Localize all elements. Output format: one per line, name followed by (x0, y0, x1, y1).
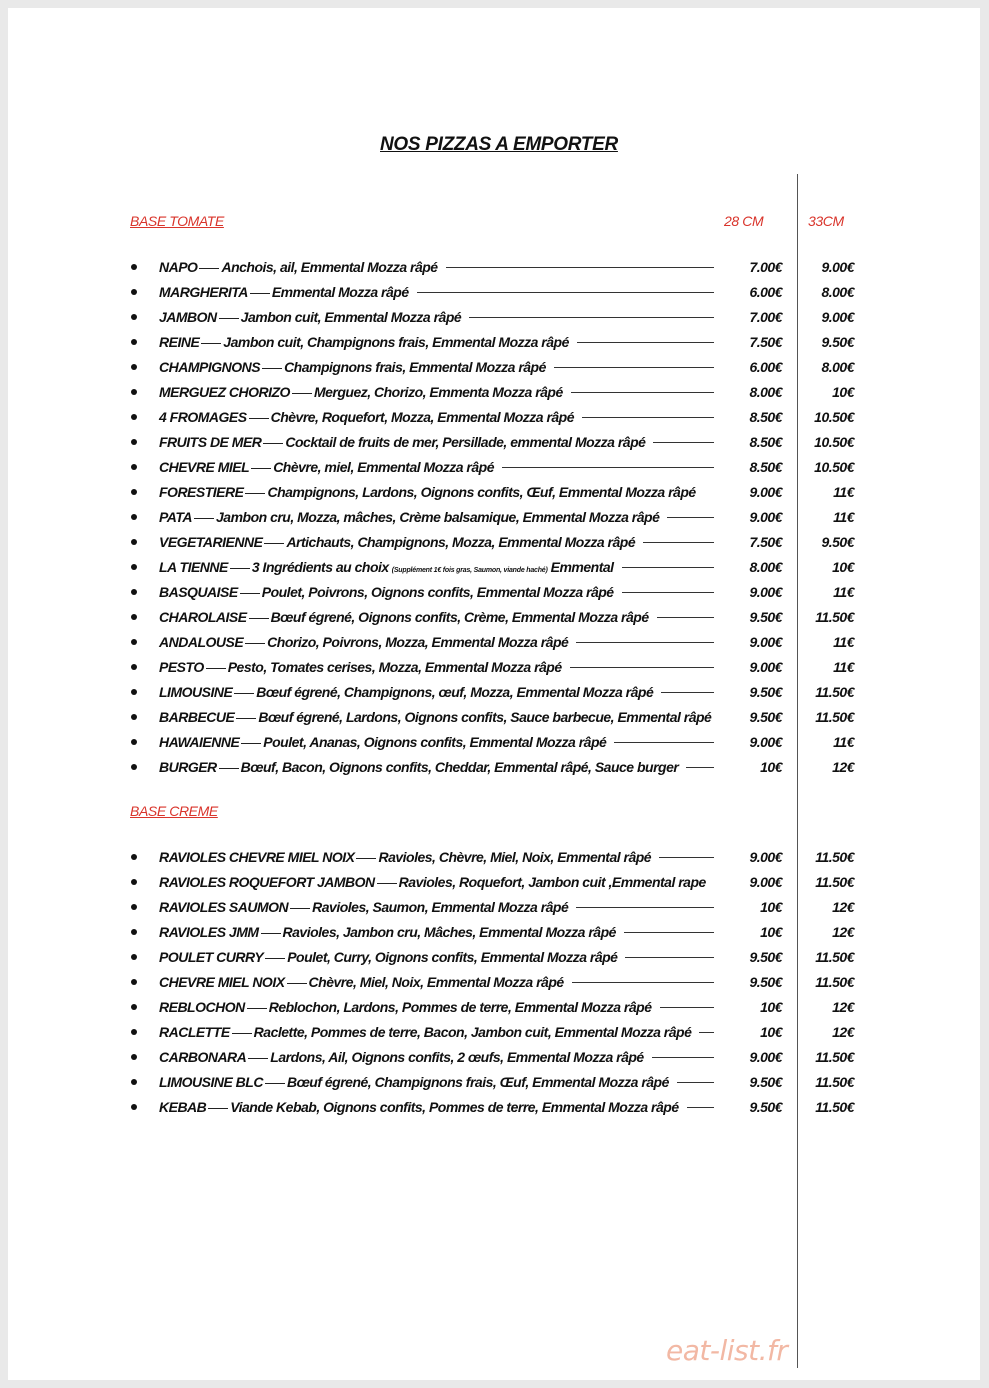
price-28cm: 10€ (760, 759, 782, 775)
menu-item (8, 1071, 980, 1096)
price-28cm: 7.50€ (749, 334, 782, 350)
leader-line (614, 742, 714, 743)
item-name: BURGER (159, 759, 217, 775)
item-name: REBLOCHON (159, 999, 245, 1015)
dash-separator (219, 768, 239, 769)
item-note: (Supplément 1€ fois gras, Saumon, viande haché) (391, 567, 548, 574)
dash-separator (292, 393, 312, 394)
menu-item (8, 706, 980, 731)
dash-separator (236, 718, 256, 719)
menu-item (8, 606, 980, 631)
price-33cm: 11.50€ (815, 874, 854, 890)
dash-separator (230, 568, 250, 569)
item-description: Emmental Mozza râpé (271, 284, 409, 300)
section-label-base-tomate: BASE TOMATE (130, 213, 224, 229)
menu-item (8, 556, 980, 581)
item-name: MERGUEZ CHORIZO (159, 384, 290, 400)
item-description: Jambon cru, Mozza, mâches, Crème balsamique, Emmental Mozza râpé (216, 509, 660, 525)
item-name: RAVIOLES CHEVRE MIEL NOIX (159, 849, 355, 865)
price-28cm: 9.50€ (749, 684, 782, 700)
leader-line (572, 982, 714, 983)
menu-item-text (159, 756, 678, 778)
leader-line (446, 267, 714, 268)
item-description: Ravioles, Roquefort, Jambon cuit ,Emmental rape (398, 874, 706, 890)
price-28cm: 8.00€ (749, 384, 782, 400)
menu-item (8, 256, 980, 281)
leader-line (570, 667, 714, 668)
dash-separator (208, 1108, 228, 1109)
item-name: HAWAIENNE (159, 734, 240, 750)
leader-line (502, 467, 714, 468)
menu-page (8, 8, 980, 1380)
dash-separator (232, 1033, 252, 1034)
menu-item-text (159, 331, 569, 353)
bullet-icon (131, 539, 137, 545)
item-description: Chorizo, Poivrons, Mozza, Emmental Mozza râpé (267, 634, 569, 650)
price-28cm: 9.00€ (749, 874, 782, 890)
item-description: 3 Ingrédients au choix (251, 559, 389, 575)
leader-line (622, 592, 714, 593)
item-description: Bœuf égrené, Champignons, œuf, Mozza, Emmental Mozza râpé (256, 684, 654, 700)
dash-separator (201, 343, 221, 344)
menu-item (8, 731, 980, 756)
menu-item-text (159, 431, 645, 453)
item-description: Poulet, Poivrons, Oignons confits, Emmental Mozza râpé (261, 584, 614, 600)
bullet-icon (131, 1054, 137, 1060)
menu-item-text (159, 921, 616, 943)
item-description: Champignons, Lardons, Oignons confits, Œuf, Emmental Mozza râpé (267, 484, 696, 500)
bullet-icon (131, 564, 137, 570)
menu-item-text (159, 381, 563, 403)
bullet-icon (131, 979, 137, 985)
leader-line (659, 857, 714, 858)
item-name: POULET CURRY (159, 949, 264, 965)
bullet-icon (131, 739, 137, 745)
bullet-icon (131, 589, 137, 595)
item-description: Chèvre, miel, Emmental Mozza râpé (273, 459, 494, 475)
section-label-base-creme: BASE CREME (130, 803, 218, 819)
price-33cm: 11.50€ (815, 1074, 854, 1090)
price-28cm: 9.50€ (749, 609, 782, 625)
item-name: FORESTIERE (159, 484, 244, 500)
dash-separator (199, 268, 219, 269)
price-33cm: 10.50€ (814, 434, 854, 450)
menu-item (8, 431, 980, 456)
price-28cm: 9.00€ (749, 584, 782, 600)
menu-item (8, 996, 980, 1021)
item-name: FRUITS DE MER (159, 434, 262, 450)
menu-item-text (159, 556, 614, 582)
price-28cm: 9.00€ (749, 484, 782, 500)
dash-separator (194, 518, 214, 519)
menu-item (8, 846, 980, 871)
menu-item-text (159, 731, 606, 753)
item-name: CHAROLAISE (159, 609, 247, 625)
price-33cm: 11.50€ (815, 849, 854, 865)
watermark-logo: eat-list.fr (666, 1334, 788, 1367)
item-description: Chèvre, Miel, Noix, Emmental Mozza râpé (308, 974, 564, 990)
menu-item-text (159, 1046, 644, 1068)
bullet-icon (131, 954, 137, 960)
menu-item-text (159, 356, 546, 378)
menu-item-text (159, 1071, 669, 1093)
price-28cm: 10€ (760, 924, 782, 940)
menu-item (8, 581, 980, 606)
dash-separator (265, 1083, 285, 1084)
menu-item-text (159, 531, 635, 553)
price-28cm: 9.00€ (749, 509, 782, 525)
menu-item (8, 921, 980, 946)
dash-separator (287, 983, 307, 984)
price-28cm: 8.00€ (749, 559, 782, 575)
header-33cm: 33CM (808, 213, 844, 229)
bullet-icon (131, 689, 137, 695)
menu-item (8, 756, 980, 781)
leader-line (582, 417, 714, 418)
item-name: LA TIENNE (159, 559, 228, 575)
dash-separator (249, 418, 269, 419)
leader-line (576, 642, 714, 643)
item-name: MARGHERITA (159, 284, 248, 300)
bullet-icon (131, 464, 137, 470)
menu-item-text (159, 656, 562, 678)
leader-line (687, 1107, 714, 1108)
dash-separator (262, 368, 282, 369)
bullet-icon (131, 339, 137, 345)
menu-item (8, 946, 980, 971)
price-33cm: 11.50€ (815, 684, 854, 700)
menu-item (8, 406, 980, 431)
bullet-icon (131, 1104, 137, 1110)
menu-item-text (159, 896, 568, 918)
bullet-icon (131, 289, 137, 295)
item-description: Jambon cuit, Emmental Mozza râpé (240, 309, 462, 325)
dash-separator (247, 1008, 267, 1009)
bullet-icon (131, 489, 137, 495)
header-28cm: 28 CM (724, 213, 764, 229)
bullet-icon (131, 389, 137, 395)
menu-item-text (159, 946, 617, 968)
price-33cm: 8.00€ (821, 284, 854, 300)
leader-line (624, 932, 714, 933)
dash-separator (248, 1058, 268, 1059)
menu-item-text (159, 681, 653, 703)
menu-item-text (159, 871, 706, 893)
price-28cm: 9.00€ (749, 849, 782, 865)
menu-item (8, 896, 980, 921)
price-33cm: 11€ (833, 509, 854, 525)
item-description: Ravioles, Saumon, Emmental Mozza râpé (312, 899, 569, 915)
leader-line (625, 957, 714, 958)
menu-item-text (159, 281, 409, 303)
item-description: Lardons, Ail, Oignons confits, 2 œufs, Emmental Mozza râpé (270, 1049, 644, 1065)
menu-item (8, 281, 980, 306)
item-description: Champignons frais, Emmental Mozza râpé (284, 359, 546, 375)
menu-item (8, 1046, 980, 1071)
item-name: RAVIOLES ROQUEFORT JAMBON (159, 874, 375, 890)
price-33cm: 11.50€ (815, 609, 854, 625)
price-28cm: 8.50€ (749, 409, 782, 425)
dash-separator (261, 933, 281, 934)
bullet-icon (131, 904, 137, 910)
price-28cm: 6.00€ (749, 284, 782, 300)
item-description: Poulet, Curry, Oignons confits, Emmental Mozza râpé (287, 949, 618, 965)
price-33cm: 10€ (832, 384, 854, 400)
menu-item-text (159, 606, 649, 628)
bullet-icon (131, 879, 137, 885)
item-name: CHEVRE MIEL NOIX (159, 974, 285, 990)
bullet-icon (131, 1079, 137, 1085)
menu-item (8, 356, 980, 381)
item-name: CHAMPIGNONS (159, 359, 261, 375)
menu-item (8, 656, 980, 681)
item-description: Bœuf, Bacon, Oignons confits, Cheddar, Emmental râpé, Sauce burger (240, 759, 679, 775)
price-28cm: 9.50€ (749, 1099, 782, 1115)
bullet-icon (131, 1004, 137, 1010)
item-name: REINE (159, 334, 200, 350)
menu-item-text (159, 456, 494, 478)
bullet-icon (131, 514, 137, 520)
item-name: PESTO (159, 659, 204, 675)
leader-line (667, 517, 714, 518)
price-33cm: 9.00€ (821, 309, 854, 325)
menu-item-text (159, 631, 568, 653)
price-28cm: 10€ (760, 1024, 782, 1040)
menu-item-text (159, 971, 564, 993)
price-33cm: 11€ (833, 659, 854, 675)
item-description: Merguez, Chorizo, Emmenta Mozza râpé (313, 384, 563, 400)
leader-line (661, 692, 714, 693)
dash-separator (240, 593, 260, 594)
dash-separator (234, 693, 254, 694)
item-name: ANDALOUSE (159, 634, 244, 650)
price-33cm: 12€ (832, 924, 854, 940)
item-name: 4 FROMAGES (159, 409, 247, 425)
menu-item-text (159, 581, 614, 603)
menu-item-text (159, 506, 659, 528)
price-33cm: 10.50€ (814, 459, 854, 475)
dash-separator (251, 468, 271, 469)
item-description: Anchois, ail, Emmental Mozza râpé (221, 259, 438, 275)
dash-separator (206, 668, 226, 669)
leader-line (417, 292, 714, 293)
price-33cm: 11€ (833, 484, 854, 500)
price-33cm: 10€ (832, 559, 854, 575)
bullet-icon (131, 929, 137, 935)
dash-separator (377, 883, 397, 884)
price-33cm: 9.50€ (821, 534, 854, 550)
price-28cm: 6.00€ (749, 359, 782, 375)
leader-line (554, 367, 714, 368)
bullet-icon (131, 764, 137, 770)
price-33cm: 12€ (832, 899, 854, 915)
dash-separator (219, 318, 239, 319)
dash-separator (356, 858, 376, 859)
dash-separator (290, 908, 310, 909)
bullet-icon (131, 439, 137, 445)
dash-separator (264, 543, 284, 544)
leader-line (652, 1057, 714, 1058)
price-33cm: 9.00€ (821, 259, 854, 275)
price-33cm: 12€ (832, 759, 854, 775)
menu-item (8, 506, 980, 531)
bullet-icon (131, 364, 137, 370)
dash-separator (245, 493, 265, 494)
item-description: Viande Kebab, Oignons confits, Pommes de terre, Emmental Mozza râpé (230, 1099, 679, 1115)
price-28cm: 7.50€ (749, 534, 782, 550)
item-name: BARBECUE (159, 709, 235, 725)
item-name: NAPO (159, 259, 198, 275)
menu-item (8, 631, 980, 656)
item-description: Ravioles, Chèvre, Miel, Noix, Emmental râpé (378, 849, 652, 865)
menu-item-text (159, 256, 438, 278)
leader-line (577, 342, 714, 343)
price-28cm: 9.00€ (749, 634, 782, 650)
menu-item (8, 971, 980, 996)
item-description: Poulet, Ananas, Oignons confits, Emmental Mozza râpé (263, 734, 607, 750)
price-28cm: 8.50€ (749, 434, 782, 450)
item-description: Raclette, Pommes de terre, Bacon, Jambon cuit, Emmental Mozza râpé (253, 1024, 692, 1040)
price-33cm: 11.50€ (815, 949, 854, 965)
price-28cm: 9.00€ (749, 734, 782, 750)
menu-item (8, 681, 980, 706)
item-name: LIMOUSINE (159, 684, 233, 700)
menu-item-text (159, 996, 652, 1018)
menu-item-text (159, 846, 651, 868)
bullet-icon (131, 414, 137, 420)
price-33cm: 12€ (832, 1024, 854, 1040)
leader-line (576, 907, 714, 908)
item-description: Jambon cuit, Champignons frais, Emmental Mozza râpé (223, 334, 569, 350)
menu-item (8, 456, 980, 481)
item-description: Chèvre, Roquefort, Mozza, Emmental Mozza râpé (270, 409, 575, 425)
dash-separator (250, 293, 270, 294)
leader-line (657, 617, 714, 618)
price-28cm: 9.50€ (749, 949, 782, 965)
price-28cm: 9.50€ (749, 709, 782, 725)
leader-line (469, 317, 714, 318)
price-33cm: 11€ (833, 734, 854, 750)
item-description: Cocktail de fruits de mer, Persillade, emmental Mozza râpé (285, 434, 646, 450)
menu-item (8, 306, 980, 331)
price-33cm: 8.00€ (821, 359, 854, 375)
item-name: RACLETTE (159, 1024, 230, 1040)
item-name: LIMOUSINE BLC (159, 1074, 263, 1090)
dash-separator (245, 643, 265, 644)
price-28cm: 9.50€ (749, 1074, 782, 1090)
item-name: PATA (159, 509, 192, 525)
menu-item-text (159, 1021, 691, 1043)
item-description: Ravioles, Jambon cru, Mâches, Emmental Mozza râpé (282, 924, 616, 940)
bullet-icon (131, 664, 137, 670)
price-28cm: 9.00€ (749, 659, 782, 675)
menu-item-text (159, 1096, 679, 1118)
item-name: BASQUAISE (159, 584, 238, 600)
leader-line (653, 442, 714, 443)
price-28cm: 9.00€ (749, 1049, 782, 1065)
leader-line (677, 1082, 714, 1083)
item-name: RAVIOLES JMM (159, 924, 259, 940)
item-description: Reblochon, Lardons, Pommes de terre, Emmental Mozza râpé (268, 999, 652, 1015)
leader-line (686, 767, 714, 768)
menu-item (8, 481, 980, 506)
item-description: Bœuf égrené, Champignons frais, Œuf, Emmental Mozza râpé (286, 1074, 669, 1090)
price-33cm: 11.50€ (815, 709, 854, 725)
item-name: RAVIOLES SAUMON (159, 899, 289, 915)
menu-item-text (159, 306, 461, 328)
item-description: Artichauts, Champignons, Mozza, Emmental Mozza râpé (286, 534, 636, 550)
price-33cm: 12€ (832, 999, 854, 1015)
price-33cm: 10.50€ (814, 409, 854, 425)
leader-line (622, 567, 714, 568)
price-33cm: 11.50€ (815, 974, 854, 990)
dash-separator (263, 443, 283, 444)
bullet-icon (131, 639, 137, 645)
price-33cm: 11.50€ (815, 1099, 854, 1115)
dash-separator (249, 618, 269, 619)
menu-item (8, 1096, 980, 1121)
menu-item (8, 331, 980, 356)
item-description: Pesto, Tomates cerises, Mozza, Emmental Mozza râpé (227, 659, 562, 675)
bullet-icon (131, 1029, 137, 1035)
page-title: NOS PIZZAS A EMPORTER (380, 134, 618, 155)
bullet-icon (131, 614, 137, 620)
item-description: Bœuf égrené, Lardons, Oignons confits, Sauce barbecue, Emmental râpé (258, 709, 712, 725)
item-name: CHEVRE MIEL (159, 459, 250, 475)
menu-item (8, 531, 980, 556)
price-28cm: 10€ (760, 999, 782, 1015)
item-name: CARBONARA (159, 1049, 247, 1065)
item-description-extra: Emmental (550, 559, 614, 575)
price-28cm: 7.00€ (749, 259, 782, 275)
price-33cm: 11€ (833, 584, 854, 600)
price-28cm: 10€ (760, 899, 782, 915)
menu-item-text (159, 706, 711, 728)
menu-item-text (159, 481, 696, 503)
menu-item-text (159, 406, 574, 428)
bullet-icon (131, 314, 137, 320)
item-name: VEGETARIENNE (159, 534, 263, 550)
dash-separator (241, 743, 261, 744)
price-28cm: 7.00€ (749, 309, 782, 325)
price-33cm: 11€ (833, 634, 854, 650)
leader-line (699, 1032, 714, 1033)
price-28cm: 9.50€ (749, 974, 782, 990)
menu-item (8, 381, 980, 406)
leader-line (643, 542, 714, 543)
leader-line (660, 1007, 714, 1008)
dash-separator (265, 958, 285, 959)
price-33cm: 11.50€ (815, 1049, 854, 1065)
item-name: JAMBON (159, 309, 217, 325)
menu-item (8, 1021, 980, 1046)
leader-line (571, 392, 714, 393)
bullet-icon (131, 854, 137, 860)
item-description: Bœuf égrené, Oignons confits, Crème, Emmental Mozza râpé (270, 609, 649, 625)
item-name: KEBAB (159, 1099, 207, 1115)
price-33cm: 9.50€ (821, 334, 854, 350)
bullet-icon (131, 264, 137, 270)
menu-item (8, 871, 980, 896)
bullet-icon (131, 714, 137, 720)
price-28cm: 8.50€ (749, 459, 782, 475)
